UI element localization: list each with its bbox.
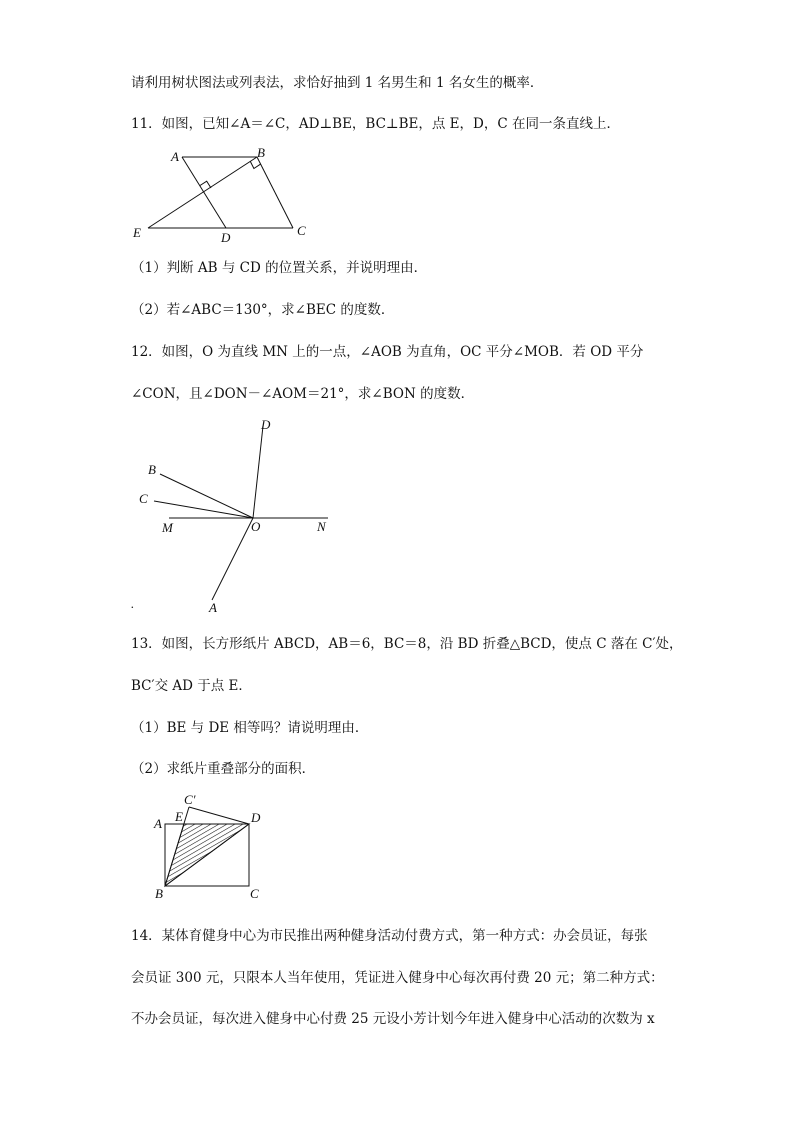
figure-11-diagram [125,142,315,247]
question-11: 11．如图，已知∠A＝∠C，AD⊥BE，BC⊥BE，点 E，D，C 在同一条直线上． [131,116,620,132]
label-a: A [154,816,162,831]
label-a: A [209,600,217,615]
segment-ad [182,157,226,228]
figure-13-diagram [145,788,275,900]
segment-c-prime-d [189,807,249,824]
label-b: B [148,462,156,477]
label-e: E [175,809,183,824]
segment-be [148,157,257,228]
question-13-line-1: 13．如图，长方形纸片 ABCD，AB＝6，BC＝8，沿 BD 折叠△BCD，使点 C 落在 C′处， [131,636,683,652]
label-c: C [297,223,306,238]
figure-12-diagram [125,412,345,617]
label-b: B [257,145,265,160]
label-o: O [251,519,261,534]
ray-ob [160,474,253,518]
question-13-line-2: BC′交 AD 于点 E． [131,678,252,694]
label-c: C [139,491,148,506]
question-13-part-1: （1）BE 与 DE 相等吗？请说明理由． [131,720,369,736]
ray-oa [212,518,253,600]
question-14-line-3: 不办会员证，每次进入健身中心付费 25 元设小芳计划今年进入健身中心活动的次数为 x [131,1011,655,1027]
question-12-line-2: ∠CON，且∠DON－∠AOM＝21°，求∠BON 的度数． [131,386,475,402]
right-angle-mark-b [250,161,260,168]
question-11-part-1: （1）判断 AB 与 CD 的位置关系，并说明理由． [131,260,428,276]
label-d: D [221,230,231,245]
question-13-part-2: （2）求纸片重叠部分的面积． [131,761,316,777]
label-m: M [162,520,173,535]
question-11-part-2: （2）若∠ABC＝130°，求∠BEC 的度数． [131,302,395,318]
label-c: C [250,886,259,900]
question-14-line-2: 会员证 300 元，只限本人当年使用，凭证进入健身中心每次再付费 20 元；第二种方式： [131,970,664,986]
text-line-probability: 请利用树状图法或列表法，求恰好抽到 1 名男生和 1 名女生的概率． [131,75,544,91]
label-d: D [251,810,261,825]
question-12-line-1: 12．如图，O 为直线 MN 上的一点，∠AOB 为直角，OC 平分∠MOB．若 OD 平分 [131,344,644,360]
question-14-line-1: 14．某体育健身中心为市民推出两种健身活动付费方式，第一种方式：办会员证，每张 [131,928,648,944]
label-e: E [133,225,141,240]
label-a: A [171,149,179,164]
label-d: D [261,417,271,432]
label-n: N [317,519,326,534]
label-c-prime: C′ [184,792,196,807]
segment-bc [257,157,293,228]
ray-oc [154,501,253,518]
right-angle-mark-d [200,181,211,188]
stray-dot: . [131,596,135,611]
label-b: B [155,886,163,900]
ray-od [253,426,263,518]
